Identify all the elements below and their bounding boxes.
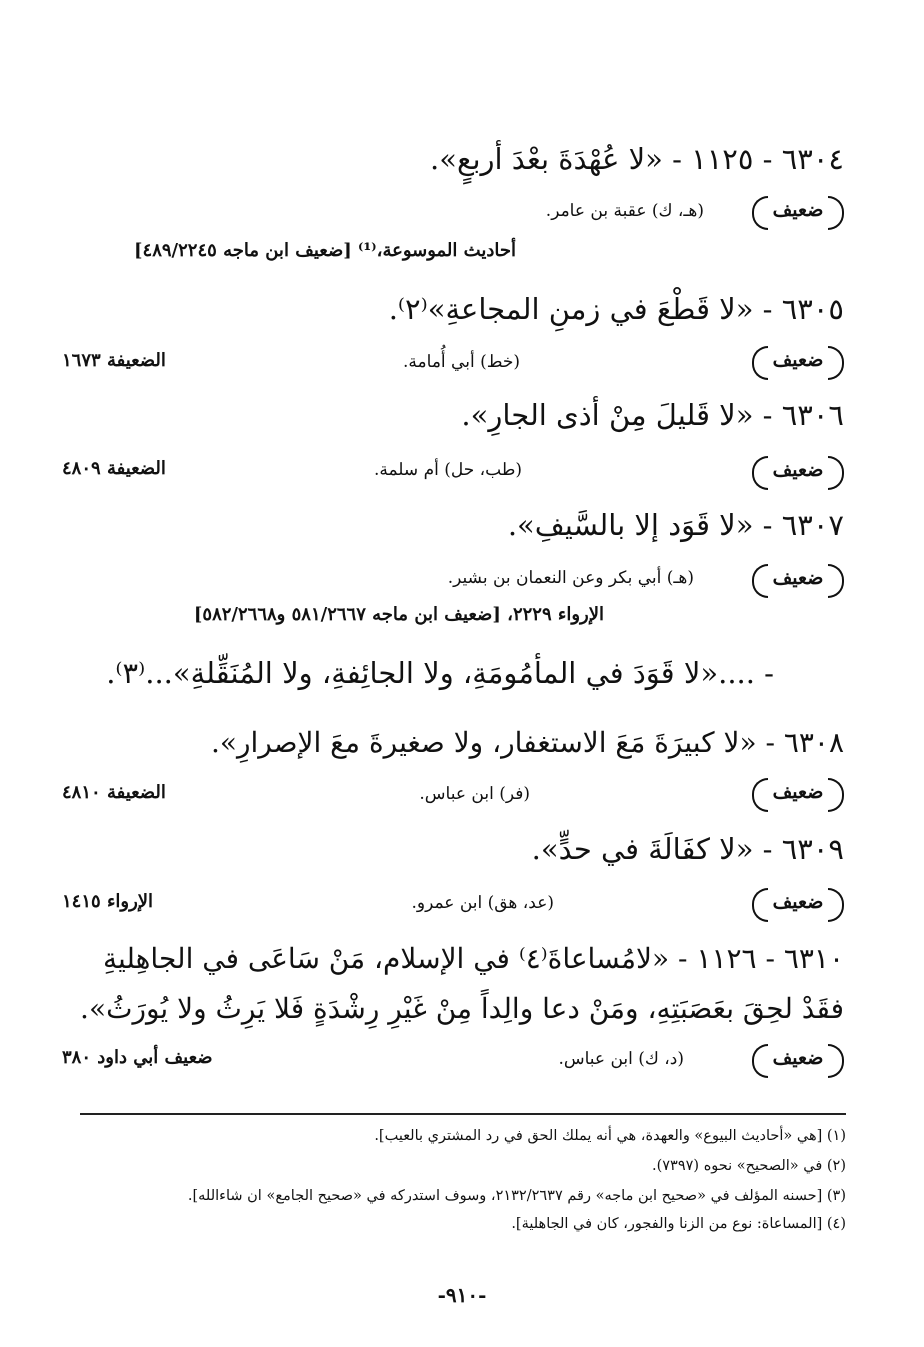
hadith-ref: الضعيفة ١٦٧٣ — [62, 350, 166, 371]
grade-badge: ضعيف — [752, 1044, 844, 1074]
hadith-6309: ٦٣٠٩ - «لا كفَالَةَ في حدٍّ». — [531, 832, 844, 866]
hadith-source: (هـ) أبي بكر وعن النعمان بن بشير. — [447, 568, 694, 588]
hadith-extra-ref: أحاديث الموسوعة،⁽¹⁾ [ضعيف ابن ماجه ٤٨٩/٢٢٤٥] — [134, 240, 516, 261]
hadith-6307: ٦٣٠٧ - «لا قَوَد إلا بالسَّيفِ». — [507, 508, 844, 542]
footnote-divider — [80, 1113, 846, 1115]
hadith-extra-ref: الإرواء ٢٢٢٩، [ضعيف ابن ماجه ٥٨١/٢٦٦٧ و٥٨٢/٢٦٦٨] — [193, 604, 604, 625]
footnote-1: (١) [هي «أحاديث البيوع» والعهدة، هي أنه يملك الحق في رد المشتري بالعيب]. — [374, 1128, 846, 1144]
grade-badge: ضعيف — [752, 456, 844, 486]
hadith-subentry: - ....«لا قَوَدَ في المأمُومَةِ، ولا الجائِفةِ، ولا المُنَقِّلةِ»...⁽٣⁾. — [106, 656, 774, 690]
hadith-ref: الضعيفة ٤٨١٠ — [62, 782, 166, 803]
hadith-source: (د، ك) ابن عباس. — [558, 1049, 684, 1069]
hadith-ref: ضعيف أبي داود ٣٨٠ — [62, 1047, 213, 1068]
footnote-3: (٣) [حسنه المؤلف في «صحيح ابن ماجه» رقم ٢١٣٢/٢٦٣٧، وسوف استدركه في «صحيح الجامع» ان شاءالله]. — [187, 1188, 846, 1204]
grade-badge: ضعيف — [752, 778, 844, 808]
hadith-6310-cont: فقَدْ لحِقَ بعَصَبَتِهِ، ومَنْ دعا والِداً مِنْ غَيْرِ رِشْدَةٍ فَلا يَرِثُ ولا يُورَثُ». — [80, 992, 844, 1025]
hadith-ref: الإرواء ١٤١٥ — [62, 891, 154, 912]
hadith-6305: ٦٣٠٥ - «لا قَطْعَ في زمنِ المجاعةِ»⁽٢⁾. — [388, 292, 844, 326]
hadith-6304: ٦٣٠٤ - ١١٢٥ - «لا عُهْدَةَ بعْدَ أربعٍ». — [430, 142, 844, 176]
hadith-ref: الضعيفة ٤٨٠٩ — [62, 458, 166, 479]
footnote-2: (٢) في «الصحيح» نحوه (٧٣٩٧). — [651, 1158, 846, 1174]
grade-badge: ضعيف — [752, 564, 844, 594]
hadith-6308: ٦٣٠٨ - «لا كبيرَةَ مَعَ الاستغفار، ولا صغيرةَ معَ الإصرارِ». — [210, 726, 844, 759]
hadith-source: (طب، حل) أم سلمة. — [373, 460, 522, 480]
page-number: -٩١٠- — [437, 1283, 487, 1307]
footnote-4: (٤) [المساعاة: نوع من الزنا والفجور، كان في الجاهلية]. — [511, 1216, 846, 1232]
hadith-6310: ٦٣١٠ - ١١٢٦ - «لامُساعاةَ⁽٤⁾ في الإسلام، مَنْ سَاعَى في الجاهِليةِ — [102, 942, 844, 975]
grade-badge: ضعيف — [752, 196, 844, 226]
hadith-source: (خط) أبي أُمامة. — [403, 352, 520, 372]
grade-badge: ضعيف — [752, 346, 844, 376]
hadith-source: (فر) ابن عباس. — [419, 784, 530, 804]
grade-badge: ضعيف — [752, 888, 844, 918]
hadith-source: (عد، هق) ابن عمرو. — [411, 893, 554, 913]
hadith-source: (هـ، ك) عقبة بن عامر. — [545, 201, 704, 221]
hadith-6306: ٦٣٠٦ - «لا قَليلَ مِنْ أذى الجارِ». — [461, 398, 844, 432]
